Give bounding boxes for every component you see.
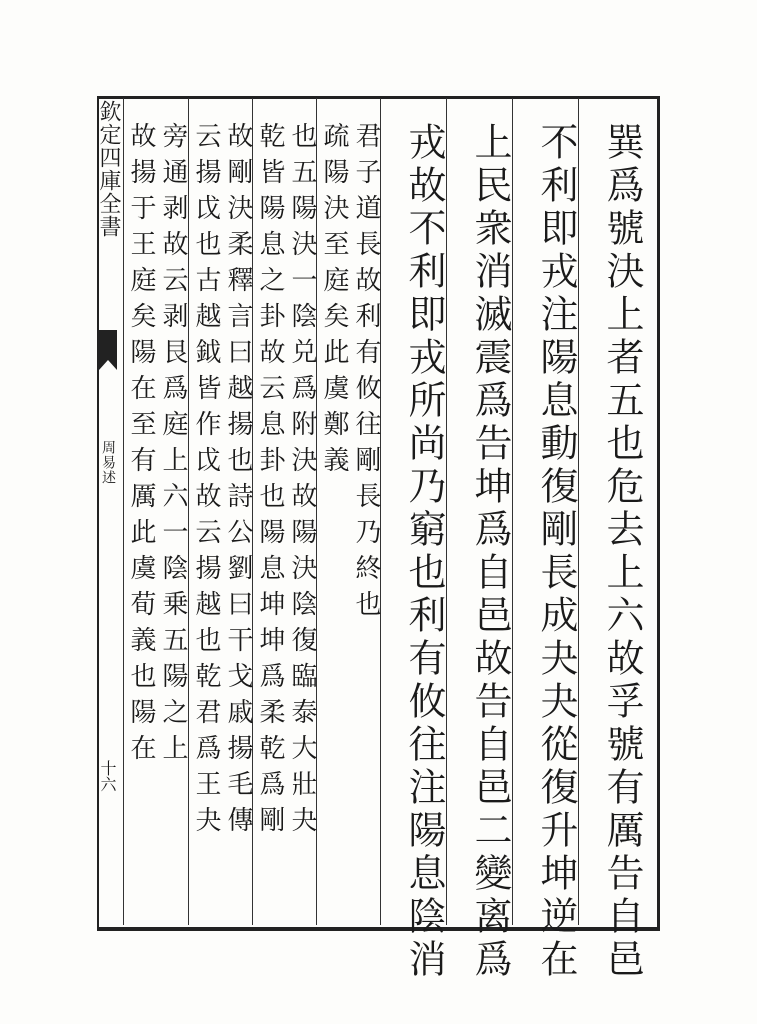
commentary-left: 故揚于王庭矣陽在至有厲此虞荀義也陽在 [126,122,156,770]
commentary-right: 旁通剥故云剥艮爲庭上六一陰乗五陽之上 [158,122,188,770]
margin-page-number: 十六 [98,760,117,792]
commentary-left: 云揚戉也古越鉞皆作戉故云揚越也乾君爲王夬 [191,122,221,842]
commentary-right: 君子道長故利有攸往剛長乃終也 [351,122,381,626]
commentary-column-7 [190,122,254,912]
text-column-1: 巽爲號決上者五也危去上六故孚號有厲告自邑 [600,122,644,982]
commentary-column-5 [318,122,382,912]
margin-book-title: 欽定四庫全書 [96,100,121,238]
commentary-left: 疏陽決至庭矣此虞鄭義 [319,122,349,482]
commentary-column-8 [125,122,189,912]
column-rule [123,98,124,925]
commentary-column-6 [254,122,318,912]
commentary-right: 也五陽決一陰兑爲附決故陽決陰復臨泰大壯夬 [287,122,317,842]
margin-chapter-title: 周易述 [100,440,116,485]
text-column-4: 戎故不利即戎所尚乃窮也利有攸往注陽息陰消 [402,122,446,982]
commentary-right: 故剛決柔釋言曰越揚也詩公劉曰干戈戚揚毛傳 [223,122,253,842]
text-column-2: 不利即戎注陽息動復剛長成夬夬從復升坤逆在 [534,122,578,982]
text-column-3: 上民衆消滅震爲告坤爲自邑故告自邑二變离爲 [468,122,512,982]
commentary-left: 乾皆陽息之卦故云息卦也陽息坤坤爲柔乾爲剛 [255,122,285,842]
